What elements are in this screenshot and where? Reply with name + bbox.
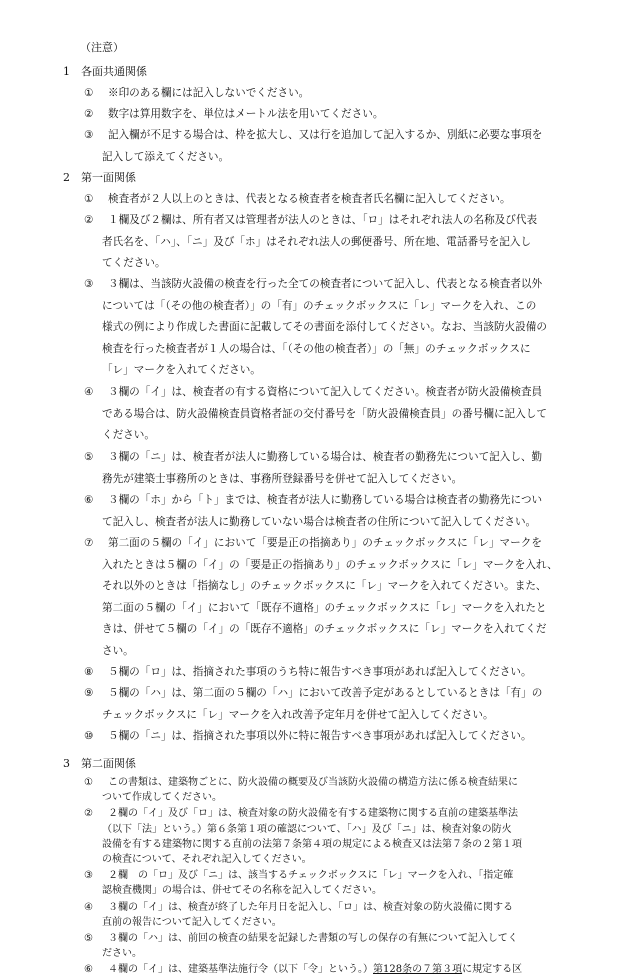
note-2-8: ⑧ ５欄の「ロ」は、指摘された事項のうち特に報告すべき事項があれば記入してください。 <box>84 662 590 684</box>
note-2-4: ④ ３欄の「イ」は、検査者の有する資格について記入してください。検査者が防火設備検査員 である場合は、防火設備検査員資格者証の交付番号を「防火設備検査員」の番号欄に記入して ください。 <box>84 382 590 447</box>
note-2-10: ⑩ ５欄の「ニ」は、指摘された事項以外に特に報告すべき事項があれば記入してください。 <box>84 726 590 748</box>
note-2-9: ⑨ ５欄の「ハ」は、第二面の５欄の「ハ」において改善予定があるとしているときは「有」の チェックボックスに「レ」マークを入れ改善予定年月を併せて記入してください。 <box>84 683 590 726</box>
item-marker: ⑨ <box>84 687 94 699</box>
item-marker: ⑩ <box>84 730 94 742</box>
item-marker: ⑥ <box>84 964 93 976</box>
notes-heading: （注意） <box>80 41 124 54</box>
item-marker: ② <box>84 214 94 226</box>
note-3-5: ⑤ ３欄の「ハ」は、前回の検査の結果を記録した書類の写しの保存の有無について記入してく ださい。 <box>84 933 518 960</box>
item-text: ４欄の「イ」は、建築基準法施行令（以下「令」という。） <box>108 964 373 976</box>
item-marker: ⑤ <box>84 933 93 944</box>
note-2-7: ⑦ 第二面の５欄の「イ」において「要是正の指摘あり」のチェックボックスに「レ」マークを 入れたときは５欄の「イ」の「要是正の指摘あり」のチェックボックスに「レ」マークを入れ、 それ以外のときは「指摘なし」のチェックボックスに「レ」マークを入れてください。また、 第二面の５欄の「イ」において「既存不適格」のチェックボックスに「レ」マークを入れたと きは、併せて５欄の「イ」の「既存不適格」のチェックボックスに「レ」マークを入れてくだ さい。 <box>84 533 590 663</box>
note-1-2: ② 数字は算用数字を、単位はメートル法を用いてください。 <box>84 104 590 126</box>
note-2-2: ② １欄及び２欄は、所有者又は管理者が法人のときは、「ロ」はそれぞれ法人の名称及び代表 者氏名を、「ハ」、「ニ」及び「ホ」はそれぞれ法人の郵便番号、所在地、電話番号を記入し てください。 <box>84 210 590 275</box>
note-3-1: ① この書類は、建築物ごとに、防火設備の概要及び当該防火設備の構造方法に係る検査結果に ついて作成してください。 <box>84 777 518 804</box>
item-marker: ③ <box>84 129 94 141</box>
item-marker: ⑦ <box>84 537 94 549</box>
item-marker: ⑥ <box>84 494 94 506</box>
item-marker: ① <box>84 777 93 788</box>
item-marker: ⑧ <box>84 666 94 678</box>
section-title: 各面共通関係 <box>81 65 147 78</box>
note-3-2: ② ２欄の「イ」及び「ロ」は、検査対象の防火設備を有する建築物に関する直前の建築基準法 （以下「法」という。）第６条第１項の確認について、「ハ」及び「ニ」は、検査対象の防火 設備を有する建築物に関する直前の法第７条第４項の規定による検査又は法第７条の２第１項 の検査について、それぞれ記入してください。 <box>84 808 522 865</box>
item-marker: ④ <box>84 386 94 398</box>
item-marker: ① <box>84 193 94 205</box>
item-text: に規定する区 <box>462 964 523 976</box>
section-3-heading: 3 第二面関係 <box>63 757 136 770</box>
section-title: 第一面関係 <box>81 171 136 184</box>
note-1-1: ① ※印のある欄には記入しないでください。 <box>84 83 590 105</box>
section-1-heading: 1 各面共通関係 <box>63 65 147 78</box>
note-3-3: ③ ２欄 の「ロ」及び「ニ」は、該当するチェックボックスに「レ」マークを入れ、「指定確 認検査機関」の場合は、併せてその名称を記入してください。 <box>84 870 514 897</box>
note-1-3: ③ 記入欄が不足する場合は、枠を拡大し、又は行を追加して記入するか、別紙に必要な事項を 記入して添えてください。 <box>84 125 590 168</box>
item-marker: ② <box>84 808 93 820</box>
note-2-1: ① 検査者が２人以上のときは、代表となる検査者を検査者氏名欄に記入してください。 <box>84 189 590 211</box>
item-marker: ② <box>84 108 94 120</box>
note-2-3: ③ ３欄は、当該防火設備の検査を行った全ての検査者について記入し、代表となる検査者以外 については「（その他の検査者）」の「有」のチェックボックスに「レ」マークを入れ、この 様式の例により作成した書面に記載してその書面を添付してください。なお、当該防火設備の 検査を行った検査者が１人の場合は、「（その他の検査者）」の「無」のチェックボックスに 「レ」マークを入れてください。 <box>84 274 590 382</box>
section-title: 第二面関係 <box>81 757 136 770</box>
item-marker: ③ <box>84 278 94 290</box>
item-marker: ④ <box>84 901 93 913</box>
underlined-reference: 第128条の７第３項 <box>373 964 463 976</box>
note-3-6 <box>84 962 590 977</box>
note-2-5: ⑤ ３欄の「ニ」は、検査者が法人に勤務している場合は、検査者の勤務先について記入し、勤 務先が建築士事務所のときは、事務所登録番号を併せて記入してください。 <box>84 447 590 490</box>
note-2-6: ⑥ ３欄の「ホ」から「ト」までは、検査者が法人に勤務している場合は検査者の勤務先につい て記入し、検査者が法人に勤務していない場合は検査者の住所について記入してください。 <box>84 490 590 533</box>
item-marker: ③ <box>84 870 93 882</box>
item-marker: ⑤ <box>84 451 94 463</box>
section-2-heading: 2 第一面関係 <box>63 171 136 184</box>
note-3-4: ④ ３欄の「イ」は、検査が終了した年月日を記入し、「ロ」は、検査対象の防火設備に関する 直前の報告について記入してください。 <box>84 901 513 928</box>
item-marker: ① <box>84 87 94 99</box>
